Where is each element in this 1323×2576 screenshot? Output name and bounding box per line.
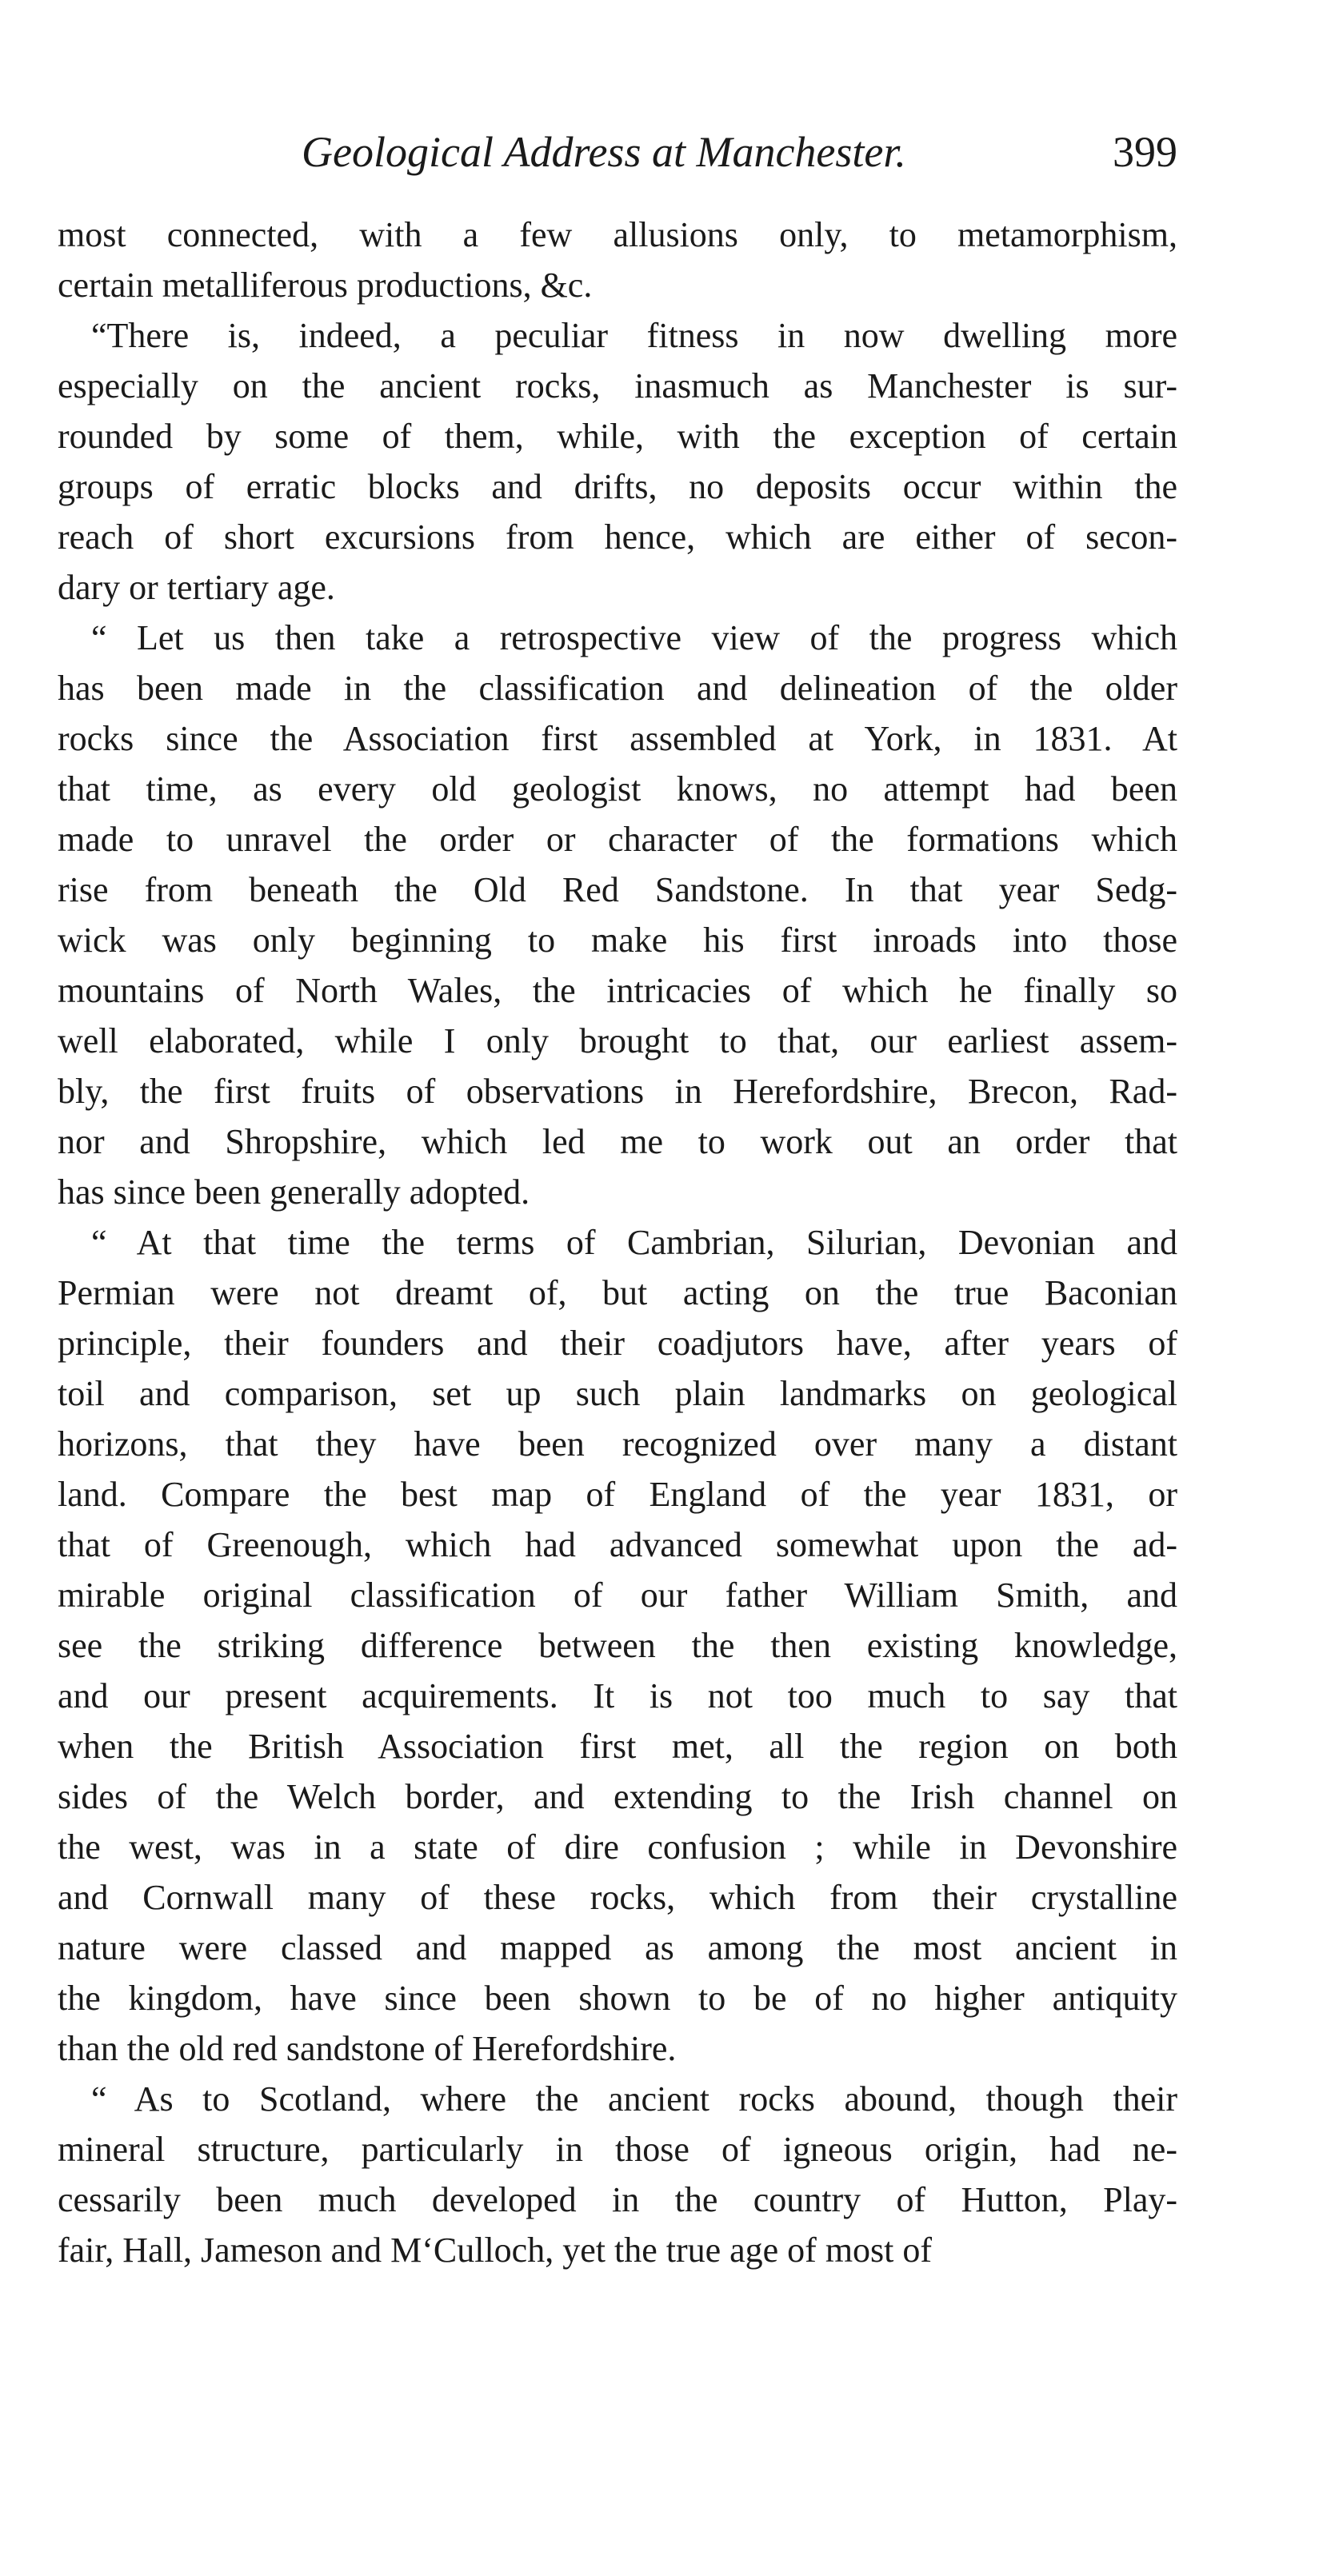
text-line: nor and Shropshire, which led me to work out an order that — [58, 1122, 1177, 1161]
text-line: mountains of North Wales, the intricacies of which he finally so — [58, 971, 1177, 1010]
body-text — [58, 210, 1177, 2275]
text-line: made to unravel the order or character of the formations which — [58, 820, 1177, 859]
text-line: mineral structure, particularly in those of igneous origin, had ne- — [58, 2130, 1177, 2169]
paragraph — [58, 2074, 1177, 2275]
text-line: that time, as every old geologist knows, no attempt had been — [58, 769, 1177, 809]
text-line: mirable original classification of our father William Smith, and — [58, 1576, 1177, 1615]
text-line: than the old red sandstone of Herefordshire. — [58, 2029, 677, 2068]
text-line: bly, the first fruits of observations in Herefordshire, Brecon, Rad- — [58, 1072, 1177, 1111]
text-line: principle, their founders and their coadjutors have, after years of — [58, 1324, 1177, 1363]
text-line: groups of erratic blocks and drifts, no deposits occur within the — [58, 467, 1177, 506]
text-line: dary or tertiary age. — [58, 568, 335, 607]
running-head — [58, 120, 1177, 184]
paragraph — [58, 210, 1177, 310]
text-line: the west, was in a state of dire confusion ; while in Devonshire — [58, 1827, 1177, 1867]
paragraph — [58, 1217, 1177, 2074]
paragraph — [58, 310, 1177, 613]
page-number: 399 — [1113, 128, 1177, 176]
text-line: rounded by some of them, while, with the exception of certain — [58, 417, 1177, 456]
text-line: toil and comparison, set up such plain landmarks on geological — [58, 1374, 1177, 1413]
text-line: reach of short excursions from hence, which are either of secon- — [58, 517, 1177, 557]
text-line: land. Compare the best map of England of the year 1831, or — [58, 1475, 1177, 1514]
text-line: fair, Hall, Jameson and M‘Culloch, yet the true age of most of — [58, 2231, 933, 2270]
text-line: “ Let us then take a retrospective view of the progress which — [91, 618, 1177, 657]
text-line: nature were classed and mapped as among the most ancient in — [58, 1928, 1177, 1967]
text-line: Permian were not dreamt of, but acting on the true Baconian — [58, 1273, 1177, 1312]
text-line: “ At that time the terms of Cambrian, Silurian, Devonian and — [91, 1223, 1177, 1262]
text-line: sides of the Welch border, and extending to the Irish channel on — [58, 1777, 1177, 1816]
text-line: and our present acquirements. It is not too much to say that — [58, 1676, 1177, 1715]
text-line: certain metalliferous productions, &c. — [58, 266, 593, 305]
text-line: most connected, with a few allusions only, to metamorphism, — [58, 215, 1177, 254]
text-line: well elaborated, while I only brought to that, our earliest assem- — [58, 1021, 1177, 1060]
paragraph — [58, 613, 1177, 1217]
running-title: Geological Address at Manchester. — [302, 128, 906, 176]
text-line: wick was only beginning to make his first inroads into those — [58, 921, 1177, 960]
text-line: “ As to Scotland, where the ancient rocks abound, though their — [91, 2079, 1177, 2119]
text-line: rocks since the Association first assembled at York, in 1831. At — [58, 719, 1177, 758]
text-line: has been made in the classification and delineation of the older — [58, 669, 1177, 708]
text-line: the kingdom, have since been shown to be of no higher antiquity — [58, 1979, 1177, 2018]
text-line: see the striking difference between the then existing knowledge, — [58, 1626, 1177, 1665]
text-line: “There is, indeed, a peculiar fitness in now dwelling more — [91, 316, 1177, 355]
text-line: horizons, that they have been recognized over many a distant — [58, 1424, 1177, 1464]
text-line: has since been generally adopted. — [58, 1172, 530, 1212]
text-line: when the British Association first met, all the region on both — [58, 1727, 1177, 1766]
text-line: rise from beneath the Old Red Sandstone. In that year Sedg- — [58, 870, 1177, 909]
text-line: and Cornwall many of these rocks, which from their crystalline — [58, 1878, 1177, 1917]
text-line: that of Greenough, which had advanced somewhat upon the ad- — [58, 1525, 1177, 1564]
text-line: cessarily been much developed in the country of Hutton, Play- — [58, 2180, 1177, 2219]
text-line: especially on the ancient rocks, inasmuch as Manchester is sur- — [58, 366, 1177, 405]
